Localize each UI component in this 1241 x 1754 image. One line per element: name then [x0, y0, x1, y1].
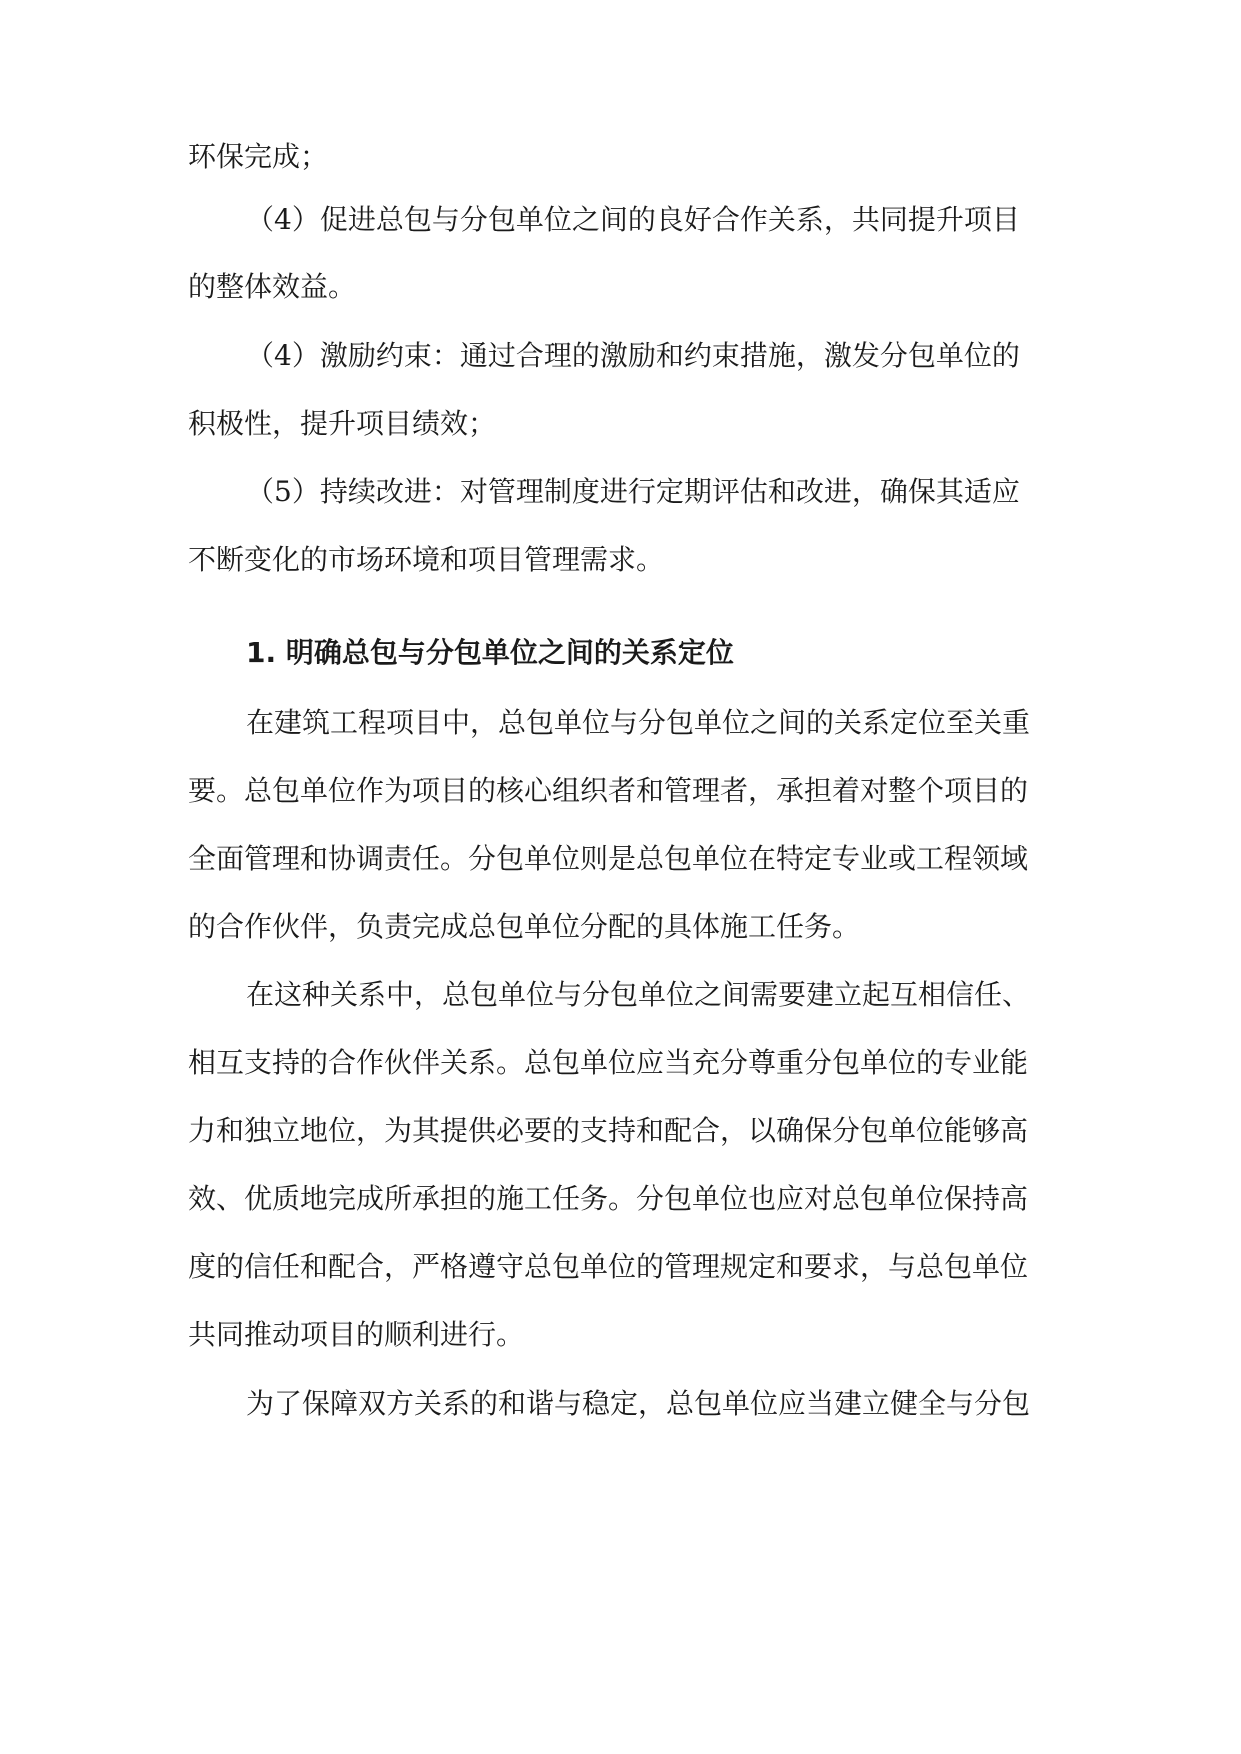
paragraph-2-line5: 度的信任和配合，严格遵守总包单位的管理规定和要求，与总包单位 — [188, 1250, 1029, 1283]
list-item-continuation: 环保完成； — [188, 140, 329, 173]
paragraph-2-line6: 共同推动项目的顺利进行。 — [188, 1318, 525, 1351]
paragraph-2-line3: 力和独立地位，为其提供必要的支持和配合，以确保分包单位能够高 — [188, 1114, 1029, 1147]
paragraph-2-line1: 在这种关系中，总包单位与分包单位之间需要建立起互相信任、 — [246, 978, 1031, 1011]
list-item-5-line1: （5）持续改进：对管理制度进行定期评估和改进，确保其适应 — [246, 475, 1020, 508]
paragraph-3-line1: 为了保障双方关系的和谐与稳定，总包单位应当建立健全与分包 — [246, 1387, 1031, 1420]
paragraph-2-line4: 效、优质地完成所承担的施工任务。分包单位也应对总包单位保持高 — [188, 1182, 1029, 1215]
list-item-4b-line2: 积极性，提升项目绩效； — [188, 407, 497, 440]
list-item-4b-line1: （4）激励约束：通过合理的激励和约束措施，激发分包单位的 — [246, 339, 1020, 372]
paragraph-1-line4: 的合作伙伴，负责完成总包单位分配的具体施工任务。 — [188, 910, 861, 943]
paragraph-2-line2: 相互支持的合作伙伴关系。总包单位应当充分尊重分包单位的专业能 — [188, 1046, 1029, 1079]
list-item-4a-line2: 的整体效益。 — [188, 270, 357, 303]
paragraph-1-line1: 在建筑工程项目中，总包单位与分包单位之间的关系定位至关重 — [246, 706, 1031, 739]
paragraph-1-line2: 要。总包单位作为项目的核心组织者和管理者，承担着对整个项目的 — [188, 774, 1029, 807]
list-item-4a-line1: （4）促进总包与分包单位之间的良好合作关系，共同提升项目 — [246, 203, 1020, 236]
section-heading: 1. 明确总包与分包单位之间的关系定位 — [246, 636, 734, 669]
paragraph-1-line3: 全面管理和协调责任。分包单位则是总包单位在特定专业或工程领域 — [188, 842, 1029, 875]
list-item-5-line2: 不断变化的市场环境和项目管理需求。 — [188, 543, 665, 576]
